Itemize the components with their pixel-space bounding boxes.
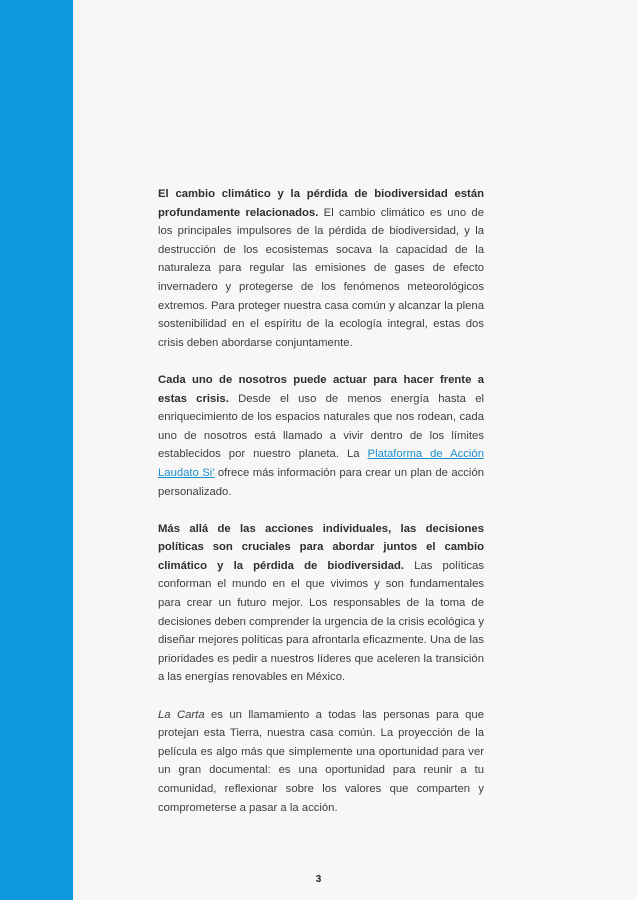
paragraph-body: Las políticas conforman el mundo en el que vivimos y son fundamentales para crear un futuro mejor. Los responsables de la toma de decisiones deben comprender la urgencia de la crisis ecológica y diseñar mejores políticas para afrontarla eficazmente. Una de las prioridades es pedir a nuestros líderes que aceleren la transición a las energías renovables en México. [158, 559, 484, 684]
paragraph-la-carta [158, 706, 484, 818]
body-text [158, 185, 484, 836]
paragraph-lead-bold: Cada uno de nosotros puede actuar para hacer frente a estas crisis. [158, 373, 484, 405]
paragraph-body: es un llamamiento a todas las personas para que protejan esta Tierra, nuestra casa común. La proyección de la película es algo más que simplemente una oportunidad para ver un gran documental: es una oportunidad para reunir a tu comunidad, reflexionar sobre los valores que comparten y comprometerse a pasar a la acción. [158, 708, 484, 814]
paragraph-lead-bold: Más allá de las acciones individuales, las decisiones políticas son cruciales para abordar juntos el cambio climático y la pérdida de biodiversidad. [158, 522, 484, 572]
paragraph-climate-biodiversity [158, 185, 484, 352]
page-number: 3 [315, 874, 322, 885]
paragraph-individual-action [158, 371, 484, 501]
paragraph-political-decisions [158, 520, 484, 687]
paragraph-lead-bold: El cambio climático y la pérdida de biodiversidad están profundamente relacionados. [158, 188, 484, 219]
paragraph-body: Desde el uso de menos energía hasta el enriquecimiento de los espacios naturales que nos rodean, cada uno de nosotros está llamado a vivir dentro de los límites establecidos por nuestro planeta. La [158, 392, 484, 461]
paragraph-body: El cambio climático es uno de los principales impulsores de la pérdida de biodiversidad, y la destrucción de los ecosistemas socava la capacidad de la naturaleza para regular las emisiones de gases de efecto invernadero y protegerse de los fenómenos meteorológicos extremos. Para proteger nuestra casa común y alcanzar la plena sostenibilidad en el espíritu de la ecología integral, estas dos crisis deben abordarse conjuntamente. [158, 206, 484, 349]
film-title: La Carta [158, 708, 205, 721]
blue-side-bar [0, 0, 73, 900]
paragraph-body: ofrece más información para crear un plan de acción personalizado. [158, 466, 485, 498]
laudato-si-platform-link[interactable]: Plataforma de Acción Laudato Si’ [158, 448, 484, 479]
